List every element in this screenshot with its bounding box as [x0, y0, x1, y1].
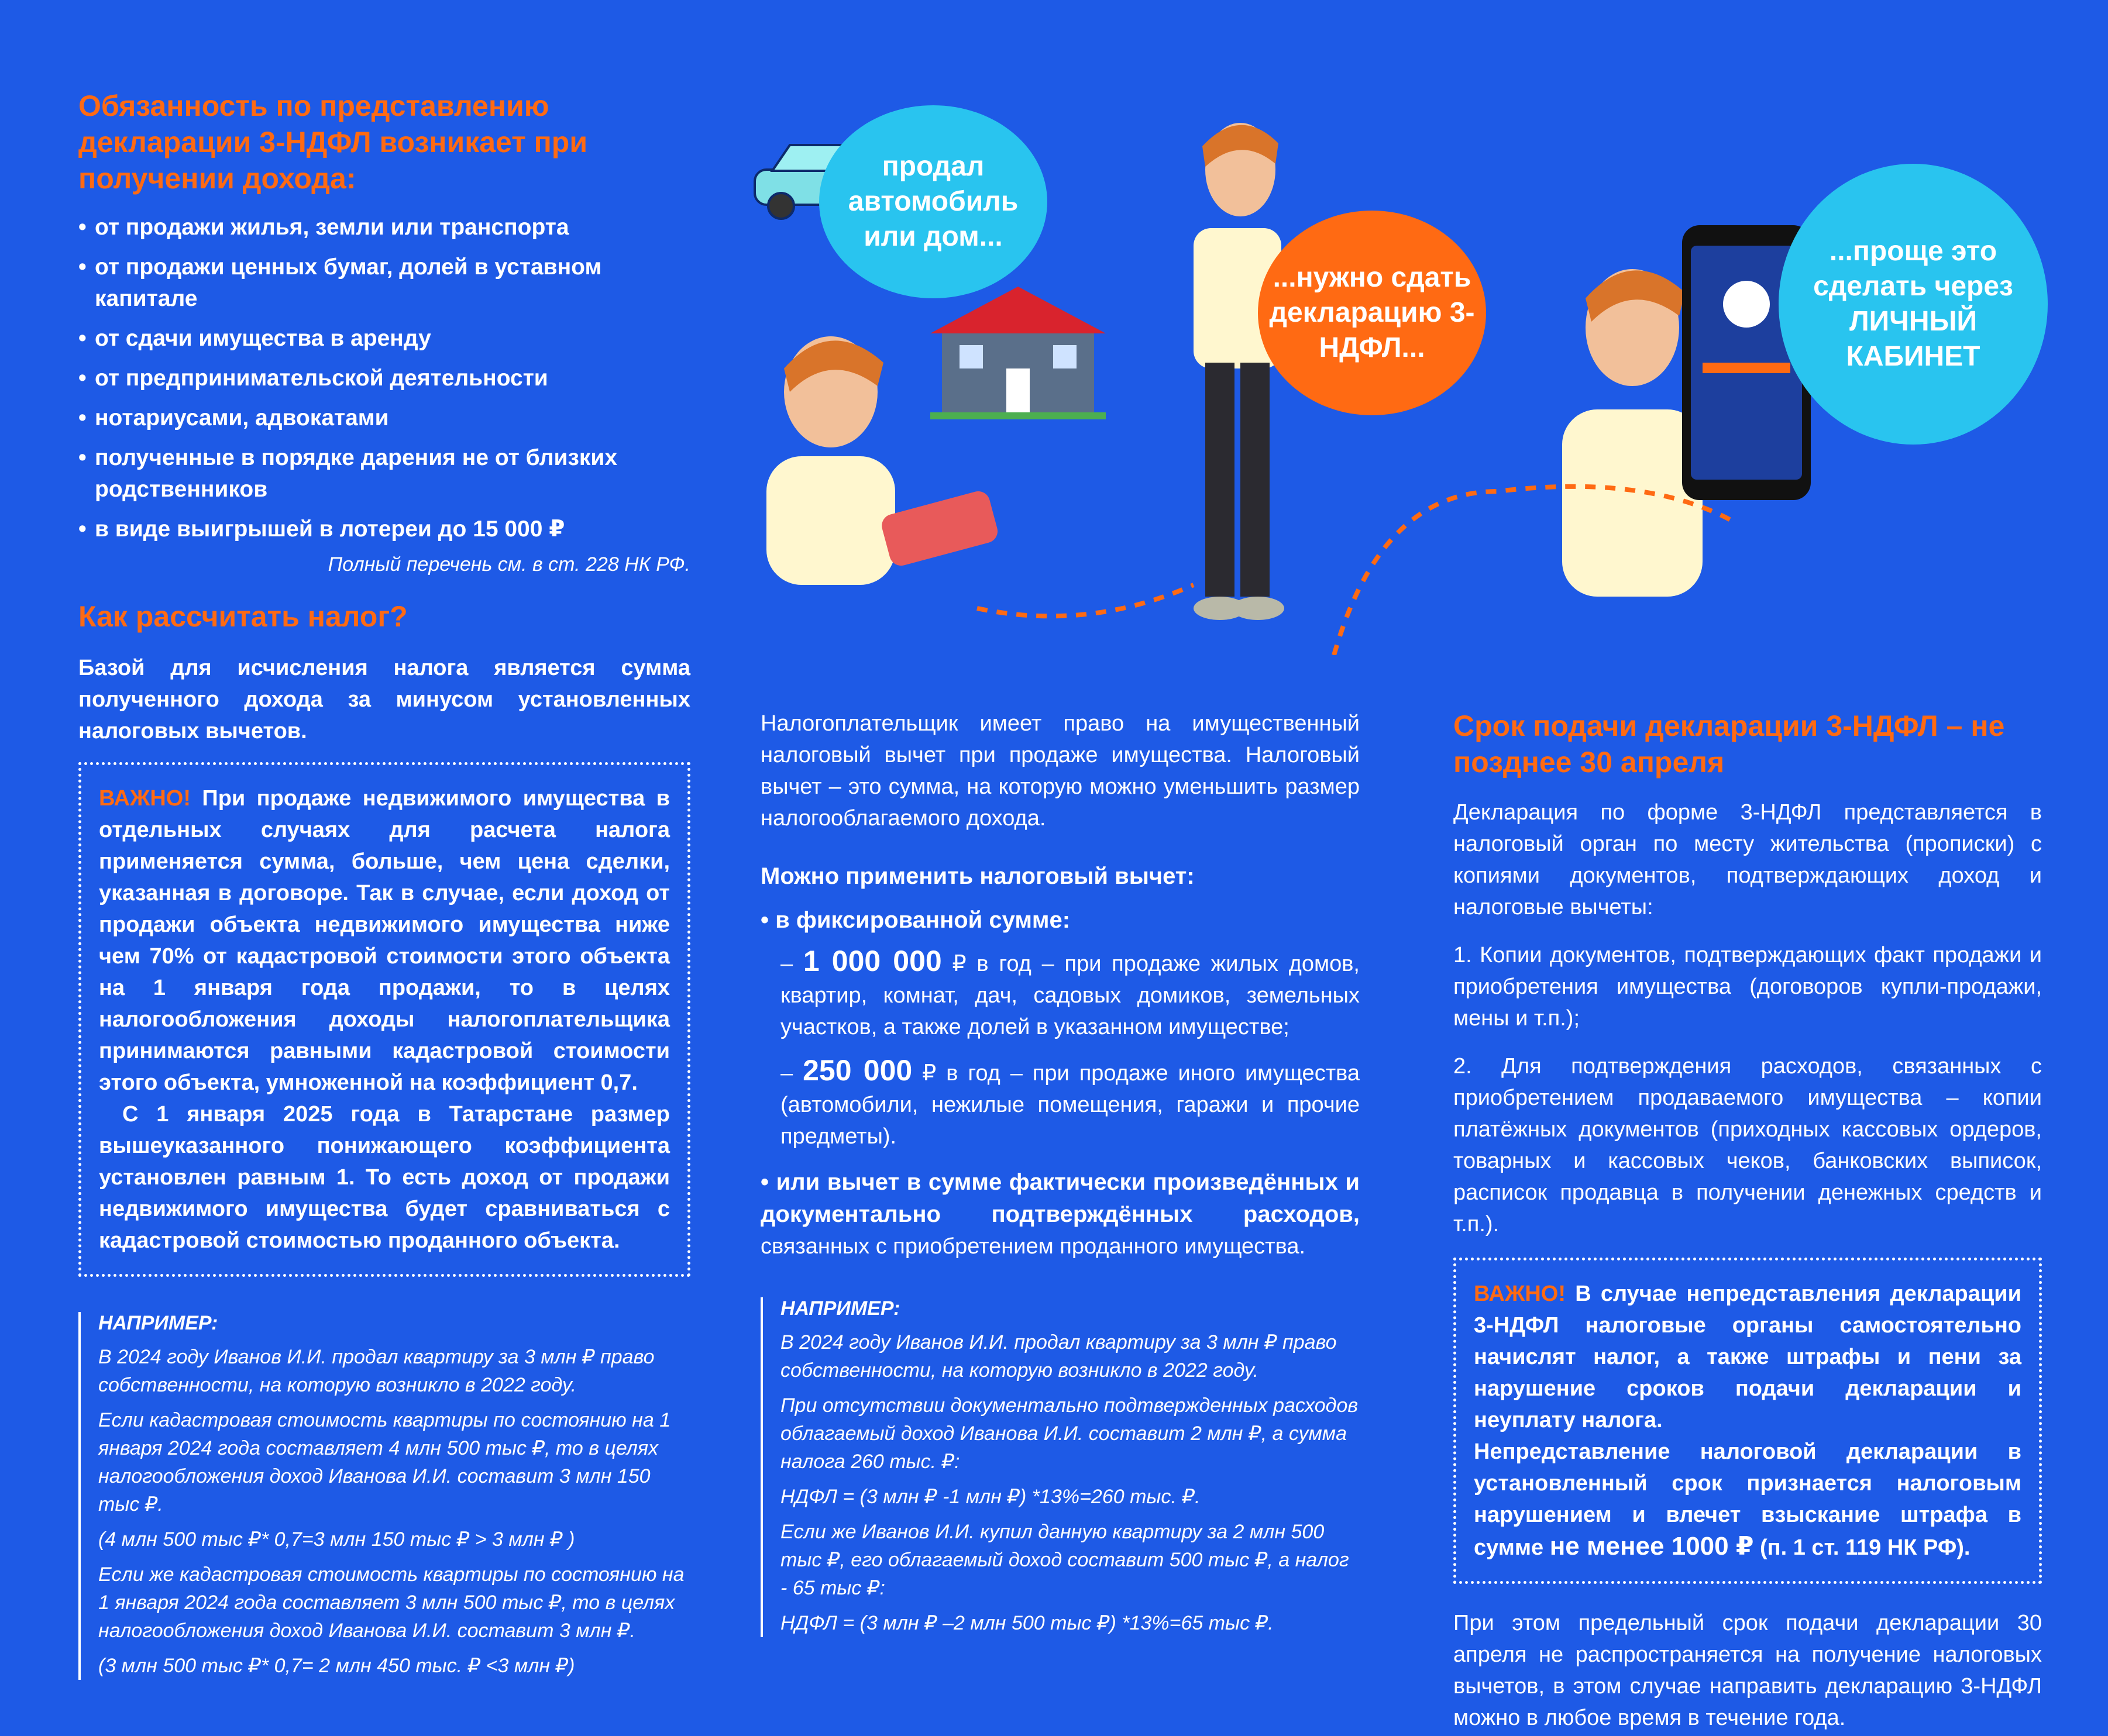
penalty-amount: не менее 1000 ₽ — [1549, 1532, 1754, 1561]
speech-bubble-sold: продал автомобиль или дом... — [819, 105, 1047, 298]
example-line: Если же кадастровая стоимость квартиры по состоянию на 1 января 2024 года составляет 3 млн 500 тыс ₽, то в целях налогообложения доход Иванова И.И. составит 3 млн ₽. — [98, 1563, 685, 1642]
example-block-2 — [761, 1297, 1360, 1637]
cabinet-text: ...проще это сделать через — [1813, 236, 2013, 302]
final-note: При этом предельный срок подачи декларации 30 апреля не распространяется на получение налоговых вычетов, в этом случае направить декларацию 3-НДФЛ можно в любое время в течение года. — [1453, 1611, 2042, 1730]
important-box-2 — [1453, 1258, 2042, 1584]
deadline-text: Декларация по форме 3-НДФЛ представляется в налоговый орган по месту жительства (прописки) с копиями документов, подтверждающих доход и налоговые вычеты: — [1453, 800, 2042, 919]
penalty-law: (п. 1 ст. 119 НК РФ). — [1760, 1535, 1971, 1560]
important-text: В случае непредставления декларации 3-НДФЛ налоговые органы самостоятельно начислят налог, а также штрафы и пени за нарушение сроков подачи декларации и неуплату налога. — [1474, 1282, 2021, 1432]
example-line: Если же Иванов И.И. купил данную квартиру за 2 млн 500 тыс ₽, его облагаемый доход составит 500 тыс ₽, а налог - 65 тыс ₽: — [780, 1521, 1349, 1599]
illustration — [749, 105, 2065, 632]
important-box — [78, 762, 690, 1277]
calc-text: Базой для исчисления налога является сумма полученного дохода за минусом установленных налоговых вычетов. — [78, 656, 690, 743]
list-item: • нотариусами, адвокатами — [78, 402, 690, 434]
documents-1: 1. Копии документов, подтверждающих факт продажи и приобретения имущества (договоров купли-продажи, мены и т.п.); — [1453, 943, 2042, 1031]
important-label: ВАЖНО! — [1474, 1282, 1566, 1306]
amount-1-text: ₽ в год – при продаже жилых домов, квартир, комнат, дач, садовых домиков, земельных участков, а также долей в указанном имуществе; — [780, 952, 1360, 1039]
column-left — [78, 0, 690, 1687]
speech-bubble-cabinet — [1779, 164, 2048, 445]
list-item: • от сдачи имущества в аренду — [78, 323, 690, 354]
example-line: НДФЛ = (3 млн ₽ –2 млн 500 тыс ₽) *13%=65 тыс ₽. — [780, 1612, 1274, 1634]
example-line: НДФЛ = (3 млн ₽ -1 млн ₽) *13%=260 тыс. ₽. — [780, 1486, 1201, 1508]
example-heading: НАПРИМЕР: — [98, 1312, 218, 1334]
obligation-heading: Обязанность по представлению декларации 3-НДФЛ возникает при получении дохода: — [78, 89, 588, 195]
expense-label: • или вычет в сумме фактически произведённых и документально подтверждённых расходов, — [761, 1169, 1360, 1227]
important-label: ВАЖНО! — [99, 786, 191, 811]
income-list — [78, 212, 690, 545]
important-text: При продаже недвижимого имущества в отдельных случаях для расчета налога применяется сумма, больше, чем цена сделки, указанная в договоре. Так в случае, если доход от продажи объекта недвижимого имущества ниже чем 70% от кадастровой стоимости этого объекта на 1 января года продажи, то в целях налогообложения доходы налогоплательщика принимаются равными кадастровой стоимости этого объекта, умноженной на коэффициент 0,7. — [99, 786, 670, 1095]
list-item: • от предпринимательской деятельности — [78, 363, 690, 394]
list-item: • от продажи ценных бумаг, долей в уставном капитале — [78, 252, 690, 315]
speech-bubble-declaration: ...нужно сдать декларацию 3-НДФЛ... — [1258, 211, 1486, 415]
calc-heading: Как рассчитать налог? — [78, 600, 408, 633]
penalty-text: Непредставление налоговой декларации в установленный срок признается налоговым нарушением и влечет взыскание штрафа в сумме — [1474, 1439, 2021, 1560]
list-item: • в виде выигрышей в лотереи до 15 000 ₽ — [78, 514, 690, 545]
expense-text: связанных с приобретением проданного имущества. — [761, 1234, 1306, 1259]
column-right — [1453, 708, 2042, 1734]
fixed-amount-1: – 1 000 000 ₽ в год – при продаже жилых домов, квартир, комнат, дач, садовых домиков, земельных участков, а также долей в указанном имуществе; — [780, 945, 1360, 1039]
important-text-2: С 1 января 2025 года в Татарстане размер вышеуказанного понижающего коэффициента установлен равным 1. То есть доход от продажи недвижимого имущества будет сравниваться с кадастровой стоимостью проданного объекта. — [99, 1102, 670, 1253]
deduction-intro: Налогоплательщик имеет право на имущественный налоговый вычет при продаже имущества. Налоговый вычет – это сумма, на которую можно уменьшить размер налогооблагаемого дохода. — [761, 711, 1360, 831]
example-line: В 2024 году Иванов И.И. продал квартиру за 3 млн ₽ право собственности, на которую возникло в 2022 году. — [780, 1331, 1337, 1382]
amount-1: 1 000 000 — [803, 945, 942, 977]
list-item: • полученные в порядке дарения не от близких родственников — [78, 442, 690, 505]
example-block — [78, 1312, 690, 1680]
deadline-heading: Срок подачи декларации 3-НДФЛ – не позднее 30 апреля — [1453, 709, 2005, 779]
documents-2: 2. Для подтверждения расходов, связанных с приобретением продаваемого имущества – копии платёжных документов (приходных кассовых ордеров, товарных и кассовых чеков, банковских выписок, расписок продавца в получении денежных средств и т.п.). — [1453, 1054, 2042, 1236]
example-line: В 2024 году Иванов И.И. продал квартиру за 3 млн ₽ право собственности, на которую возникло в 2022 году. — [98, 1346, 655, 1396]
deduction-heading: Можно применить налоговый вычет: — [761, 863, 1195, 889]
example-heading: НАПРИМЕР: — [780, 1297, 900, 1320]
example-line: Если кадастровая стоимость квартиры по состоянию на 1 января 2024 года составляет 4 млн 500 тыс ₽, то в целях налогообложения доход Иванова И.И. составит 3 млн 150 тыс ₽. — [98, 1409, 671, 1515]
amount-2-text: ₽ в год – при продаже иного имущества (автомобили, нежилые помещения, гаражи и прочие предметы). — [780, 1061, 1360, 1149]
person-sitting-icon — [749, 328, 1000, 591]
cabinet-emphasis: ЛИЧНЫЙ КАБИНЕТ — [1846, 306, 1980, 372]
reference-note: Полный перечень см. в ст. 228 НК РФ. — [328, 553, 690, 576]
column-middle — [761, 708, 1360, 1644]
example-line: (3 млн 500 тыс ₽* 0,7= 2 млн 450 тыс. ₽ <3 млн ₽) — [98, 1655, 575, 1677]
list-item: • от продажи жилья, земли или транспорта — [78, 212, 690, 243]
amount-2: 250 000 — [803, 1054, 913, 1087]
expense-deduction — [761, 1166, 1360, 1262]
example-line: (4 млн 500 тыс ₽* 0,7=3 млн 150 тыс ₽ > 3 млн ₽ ) — [98, 1528, 575, 1551]
fixed-amount-2: – 250 000 ₽ в год – при продаже иного имущества (автомобили, нежилые помещения, гаражи и прочие предметы). — [780, 1054, 1360, 1149]
dashed-path-icon — [971, 433, 1732, 655]
fixed-sum-label: • в фиксированной сумме: — [761, 907, 1071, 933]
example-line: При отсутствии документально подтвержденных расходов облагаемый доход Иванова И.И. составит 2 млн ₽, а сумма налога 260 тыс. ₽: — [780, 1394, 1359, 1473]
